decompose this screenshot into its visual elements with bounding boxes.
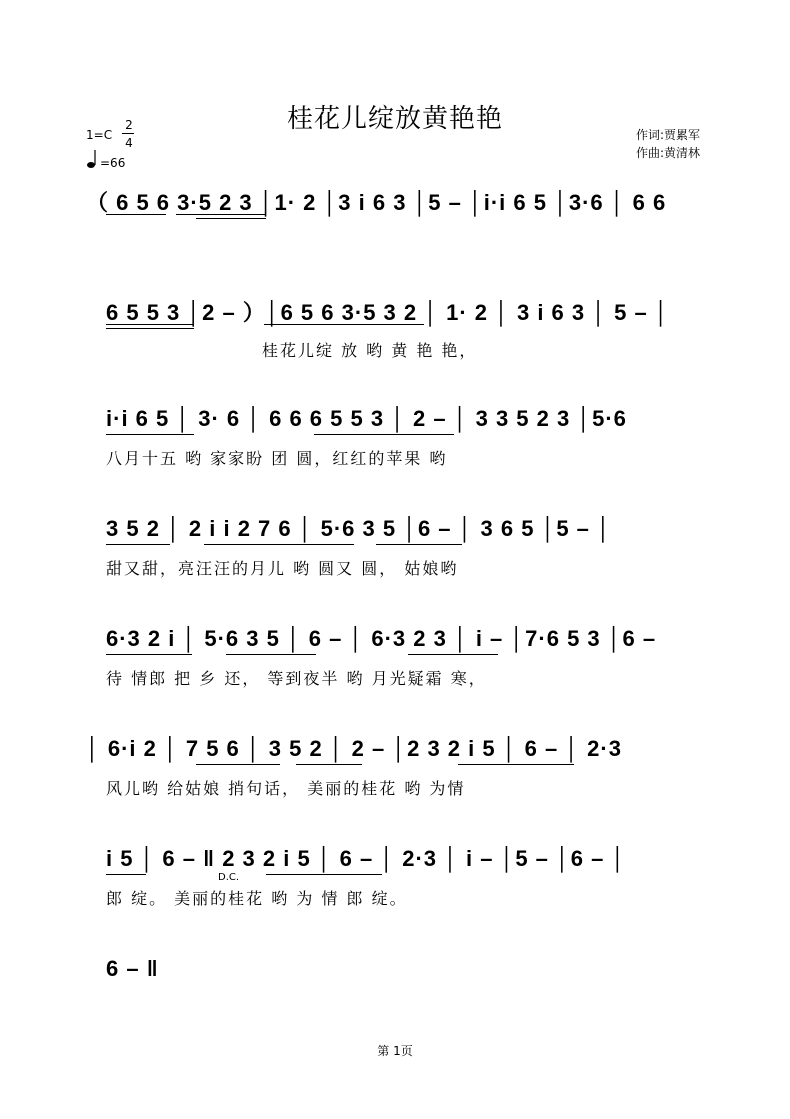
beam [176, 214, 266, 215]
quarter-note-icon [86, 148, 98, 174]
time-signature-top: 2 [125, 118, 133, 132]
lyrics-line-2: 桂花儿绽 放 哟 黄 艳 艳， [262, 341, 478, 360]
beam [106, 544, 170, 545]
lyrics-line-5: 待 情郎 把 乡 还， 等到夜半 哟 月光疑霜 寒， [106, 669, 487, 688]
notes-line-1: （ 6 5 6 3·5 2 3 │1· 2 │3 i 6 3 │5 – │i·i 6 5 │3·6 │ 6 6 [86, 190, 667, 215]
notes-line-5: 6·3 2 i │ 5·6 3 5 │ 6 – │ 6·3 2 3 │ i – │7·6 5 3 │6 – [106, 626, 657, 651]
score-line-1 [86, 186, 736, 226]
beam [204, 544, 354, 545]
score-line-5 [86, 626, 736, 666]
time-signature-divider [122, 133, 134, 134]
beam [376, 544, 462, 545]
score-line-6 [86, 736, 736, 776]
beam [226, 654, 316, 655]
beam [106, 874, 146, 875]
notes-line-2: 6 5 5 3 │2 – ）│6 5 6 3·5 3 2 │ 1· 2 │ 3 i 6 3 │ 5 – │ [106, 300, 670, 325]
song-title: 桂花儿绽放黄艳艳 [286, 104, 503, 134]
beam [106, 654, 192, 655]
page-footer: 第 1页 [377, 1044, 413, 1058]
beam [314, 434, 454, 435]
score-line-7 [86, 846, 736, 886]
lyrics-line-7: 郎 绽。 美丽的桂花 哟 为 情 郎 绽。 [106, 889, 408, 908]
composer-credit: 作曲:黄清林 [636, 146, 701, 160]
score-line-2 [86, 296, 736, 336]
time-signature-bottom: 4 [125, 136, 133, 150]
notes-line-8: 6 – ‖ [106, 956, 159, 981]
score-line-4 [86, 516, 736, 556]
beam [408, 654, 498, 655]
notes-line-6: │ 6·i 2 │ 7 5 6 │ 3 5 2 │ 2 – │2 3 2 i 5 │ 6 – │ 2·3 [86, 736, 622, 761]
beam [106, 324, 194, 325]
beam [296, 764, 362, 765]
dc-mark: D.C. [218, 872, 240, 883]
lyricist-credit: 作词:贾累军 [636, 128, 701, 142]
beam [266, 874, 382, 875]
lyrics-line-4: 甜又甜，亮汪汪的月儿 哟 圆又 圆， 姑娘哟 [106, 559, 459, 578]
notes-line-7: i 5 │ 6 – ‖ 2 3 2 i 5 │ 6 – │ 2·3 │ i – │5 – │6 – │ [106, 846, 627, 871]
beam [106, 214, 166, 215]
beam [196, 764, 280, 765]
score-line-3 [86, 406, 736, 446]
beam [106, 434, 194, 435]
notes-line-4: 3 5 2 │ 2 i i 2 7 6 │ 5·6 3 5 │6 – │ 3 6 5 │5 – │ [106, 516, 612, 541]
beam [458, 764, 574, 765]
notes-line-3: i·i 6 5 │ 3· 6 │ 6 6 6 5 5 3 │ 2 – │ 3 3 5 2 3 │5·6 [106, 406, 627, 431]
lyrics-line-6: 风儿哟 给姑娘 捎句话， 美丽的桂花 哟 为情 [106, 779, 466, 798]
tempo-marking: =66 [100, 156, 126, 170]
key-signature: 1=C [86, 128, 113, 142]
lyrics-line-3: 八月十五 哟 家家盼 团 圆，红红的苹果 哟 [106, 449, 448, 468]
score-line-8 [86, 956, 736, 996]
beam [264, 324, 424, 325]
beam [196, 218, 266, 219]
beam [106, 328, 194, 329]
